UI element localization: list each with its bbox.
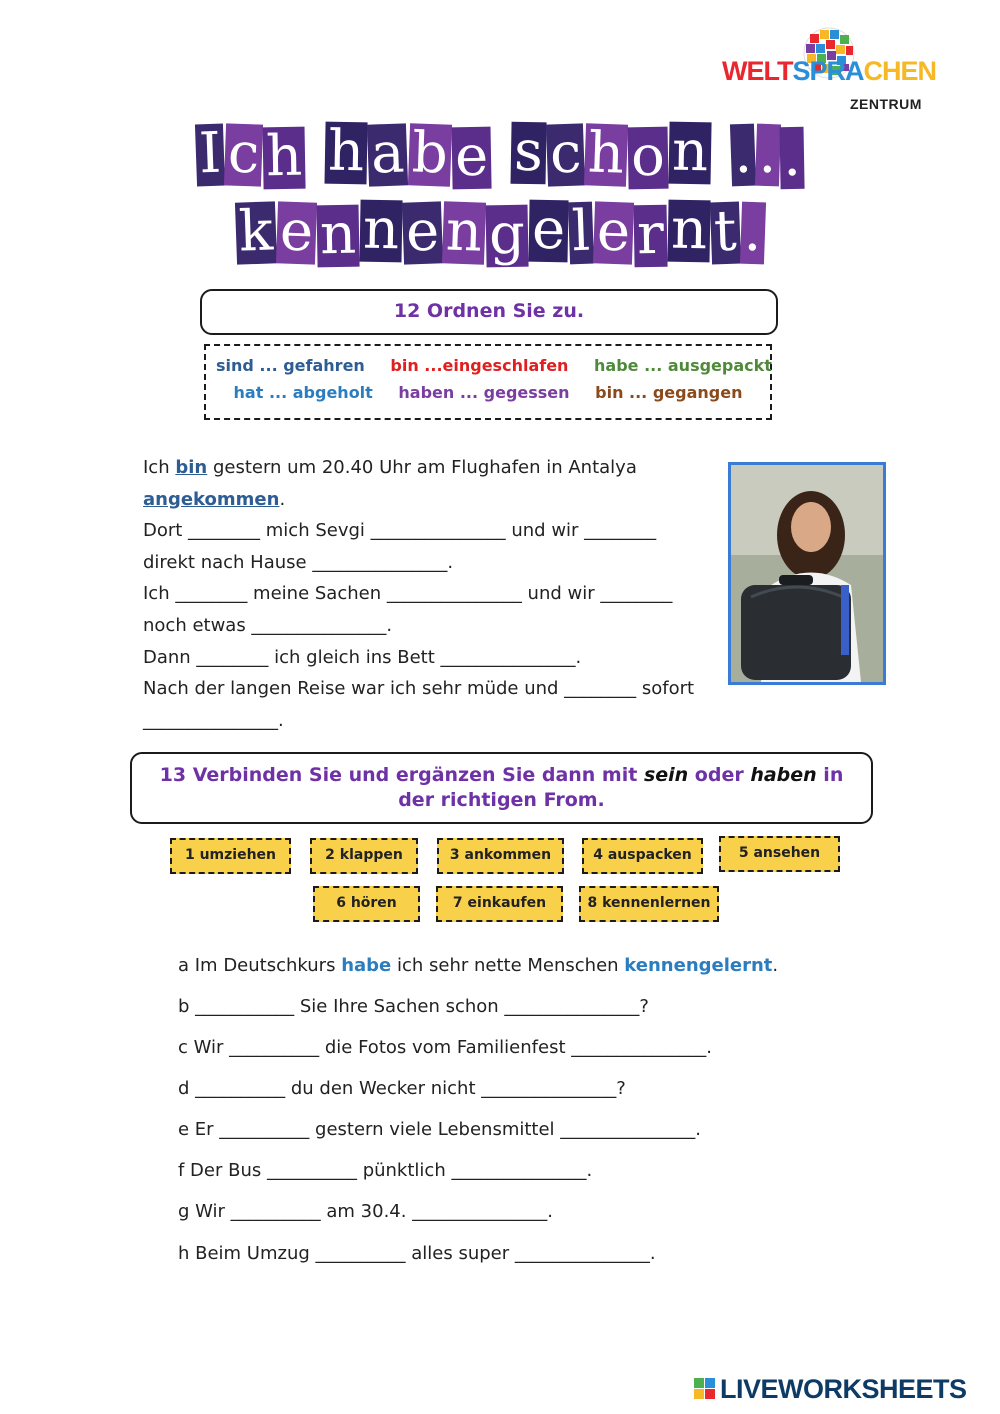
title-letter: .	[755, 124, 781, 187]
title-letter: b	[408, 123, 452, 186]
verb-chip[interactable]: 5 ansehen	[719, 836, 840, 872]
word-bank	[204, 344, 772, 420]
photo-illustration	[731, 465, 883, 682]
sentence-f[interactable]: f Der Bus __________ pünktlich _______________.	[178, 1160, 593, 1181]
title-letter: n	[359, 200, 402, 263]
title-letter: h	[325, 122, 368, 185]
title-letter: k	[235, 201, 277, 264]
task13-heading: 13 Verbinden Sie und ergänzen Sie dann mit sein oder haben in der richtigen From.	[130, 752, 873, 824]
sentence-c[interactable]: c Wir __________ die Fotos vom Familienfest _______________.	[178, 1037, 712, 1058]
title-letter: c	[224, 123, 264, 186]
verb-chip[interactable]: 6 hören	[313, 886, 420, 922]
title-letter: e	[402, 201, 443, 264]
word-bank-item[interactable]: habe ... ausgepackt	[594, 356, 772, 375]
live-tag-icon	[694, 1378, 716, 1400]
example-answer: kennengelernt	[624, 955, 773, 976]
title-letter: t	[710, 202, 741, 265]
title-letter: I	[195, 124, 225, 187]
word-bank-item[interactable]: sind ... gefahren	[216, 356, 365, 375]
title-letter: h	[263, 127, 306, 190]
title-letter: a	[367, 123, 409, 186]
example-answer: habe	[341, 955, 392, 976]
text-line[interactable]: Ich ________ meine Sachen _______________ und wir ________	[143, 583, 673, 605]
title-letter: n	[668, 122, 711, 185]
photo-woman-with-suitcase	[728, 462, 886, 685]
verb-chip[interactable]: 1 umziehen	[170, 838, 291, 874]
title-letter: n	[442, 201, 486, 264]
word-bank-item[interactable]: bin ... gegangen	[595, 383, 743, 402]
title-letter: c	[545, 123, 585, 186]
verb-chip[interactable]: 3 ankommen	[437, 838, 564, 874]
logo-wordmark: WELTSPRACHEN	[722, 56, 937, 86]
title-letter	[712, 126, 730, 182]
title-letter: .	[780, 127, 805, 189]
sentence-b[interactable]: b ___________ Sie Ihre Sachen schon _______________?	[178, 996, 649, 1017]
title-letter: o	[628, 127, 669, 190]
title-letter: e	[451, 127, 491, 190]
title-letter: s	[510, 122, 546, 185]
word-bank-item[interactable]: bin ...eingeschlafen	[390, 356, 569, 375]
task12-heading: 12 Ordnen Sie zu.	[200, 289, 778, 335]
title-letter: .	[739, 202, 765, 265]
weltsprachen-logo	[722, 26, 942, 116]
word-bank-item[interactable]: hat ... abgeholt	[233, 383, 373, 402]
title-letter: e	[528, 200, 568, 263]
title-letter: e	[276, 201, 317, 264]
title-letter: n	[667, 200, 710, 263]
title-letter: r	[634, 205, 668, 268]
word-bank-row	[206, 383, 770, 402]
page-title-line1	[0, 118, 1000, 190]
liveworksheets-logo: LIVEWORKSHEETS	[694, 1374, 990, 1404]
title-letter: e	[593, 201, 634, 264]
page-title-line2	[0, 196, 1000, 268]
text-line[interactable]: Dort ________ mich Sevgi _______________ und wir ________	[143, 520, 657, 542]
verb-chip[interactable]: 2 klappen	[310, 838, 418, 874]
title-letter: h	[584, 123, 628, 186]
word-bank-row	[206, 356, 770, 375]
sentence-h[interactable]: h Beim Umzug __________ alles super _______________.	[178, 1243, 656, 1264]
logo-subtitle: ZENTRUM	[850, 96, 922, 112]
title-letter: n	[316, 205, 359, 268]
title-letter	[492, 126, 510, 182]
verb-chip[interactable]: 8 kennenlernen	[579, 886, 719, 922]
title-letter: g	[486, 205, 529, 268]
sentence-e[interactable]: e Er __________ gestern viele Lebensmittel _______________.	[178, 1119, 702, 1140]
example-answer: angekommen	[143, 488, 280, 510]
verb-chip[interactable]: 7 einkaufen	[436, 886, 563, 922]
title-letter	[306, 126, 324, 182]
sentence-g[interactable]: g Wir __________ am 30.4. _______________.	[178, 1201, 553, 1222]
sentence-a: a Im Deutschkurs habe ich sehr nette Menschen kennengelernt.	[178, 955, 779, 976]
text-line: Ich bin gestern um 20.40 Uhr am Flughafen in Antalya	[143, 457, 637, 478]
text-line[interactable]: Nach der langen Reise war ich sehr müde und ________ sofort	[143, 678, 695, 700]
title-letter: .	[730, 124, 756, 187]
text-line: angekommen.	[143, 488, 286, 510]
word-bank-item[interactable]: haben ... gegessen	[398, 383, 570, 402]
title-letter: l	[568, 202, 594, 265]
verb-chip[interactable]: 4 auspacken	[582, 838, 703, 874]
text-line[interactable]: Dann ________ ich gleich ins Bett _______________.	[143, 646, 582, 668]
text-line[interactable]: _______________.	[143, 709, 284, 731]
gap-text	[143, 452, 713, 736]
example-answer: bin	[175, 457, 208, 478]
sentence-d[interactable]: d __________ du den Wecker nicht _______________?	[178, 1078, 626, 1099]
text-line[interactable]: noch etwas _______________.	[143, 614, 393, 636]
text-line[interactable]: direkt nach Hause _______________.	[143, 551, 454, 573]
